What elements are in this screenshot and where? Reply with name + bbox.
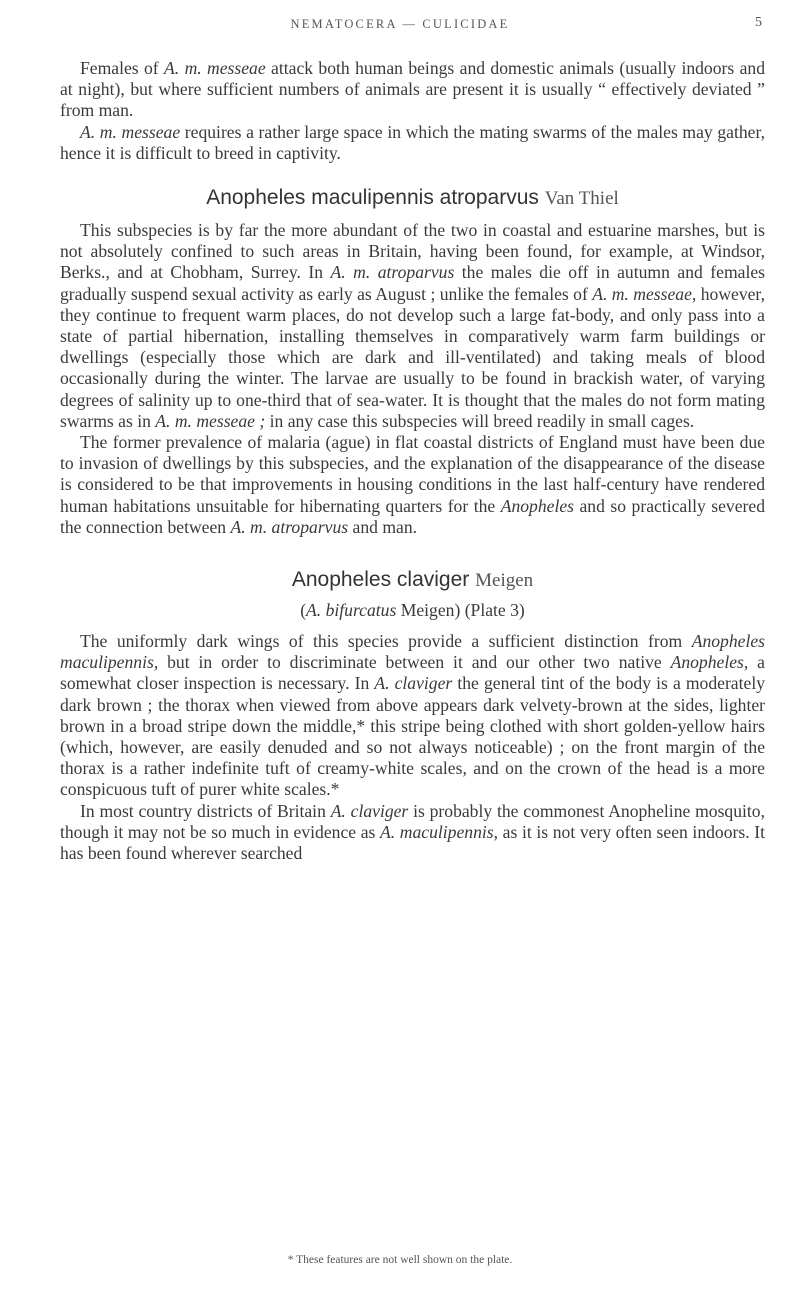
page-number: 5	[755, 15, 762, 30]
heading-author: Van Thiel	[544, 188, 619, 210]
running-head: NEMATOCERA — CULICIDAE	[290, 17, 510, 31]
footnote: * These features are not well shown on the plate.	[287, 1254, 513, 1266]
claviger-paragraph-2: In most country districts of Britain A. claviger is probably the commonest Anopheline mosquito, though it may not be so much in evidence as A. maculipennis, as it is not very often seen indoors. It has been found wherever searched	[60, 800, 766, 864]
section-heading-claviger: Anopheles claviger Meigen	[291, 568, 534, 592]
section-heading-atroparvus: Anopheles maculipennis atroparvus Van Thiel	[206, 186, 619, 210]
species-name: A. m. messeae	[164, 58, 266, 78]
text-body	[60, 58, 765, 864]
synonym-line: (A. bifurcatus Meigen) (Plate 3)	[300, 600, 525, 621]
species-name: A. m. messeae	[80, 121, 181, 142]
intro-paragraph-1: Females of A. m. messeae attack both human beings and domestic animals (usually indoors and at night), but where sufficient numbers of animals are present it is usually “ effectively deviated ” from man.	[60, 58, 766, 121]
claviger-paragraph-1: The uniformly dark wings of this species provide a sufficient distinction from Anopheles maculipennis, but in order to discriminate between it and our other two native Anopheles, a somewhat closer inspection is necessary. In A. claviger the general tint of the body is a moderately dark brown ; the thorax when viewed from above appears dark velvety-brown at the sides, lighter brown in a broad stripe down the middle,* this stripe being clothed with short golden-yellow hairs (which, however, are easily denuded and so not always noticeable) ; on the front margin of the thorax is a rather indefinite tuft of creamy-white scales, and on the crown of the head is a more conspicuous tuft of purer white scales.*	[60, 631, 765, 800]
heading-author: Meigen	[475, 570, 534, 592]
atroparvus-paragraph-2: The former prevalence of malaria (ague) in flat coastal districts of England must have been due to invasion of dwellings by this subspecies, and the explanation of the disappearance of the disease is considered to be that improvements in housing conditions in the last half-century have rendered human habitations unsuitable for hibernating quarters for the Anopheles and so practically severed the connection between A. m. atroparvus and man.	[60, 432, 766, 537]
atroparvus-paragraph-1: This subspecies is by far the more abundant of the two in coastal and estuarine marshes, but is not absolutely confined to such areas in Britain, having been found, for example, at Windsor, Berks., and at Chobham, Surrey. In A. m. atroparvus the males die off in autumn and females gradually suspend sexual activity as early as August ; unlike the females of A. m. messeae, however, they continue to frequent warm places, do not develop such a large fat-body, and only pass into a state of partial hibernation, installing themselves in comparatively warm farm buildings or dwellings (especially those which are dark and ill-ventilated) and taking meals of blood occasionally during the winter. The larvae are usually to be found in brackish water, of varying degrees of salinity up to one-third that of sea-water. It is thought that the males do not form mating swarms as in A. m. messeae ; in any case this subspecies will breed readily in small cages.	[60, 220, 765, 431]
intro-paragraph-2: A. m. messeae requires a rather large space in which the mating swarms of the males may gather, hence it is difficult to breed in captivity.	[60, 121, 766, 163]
